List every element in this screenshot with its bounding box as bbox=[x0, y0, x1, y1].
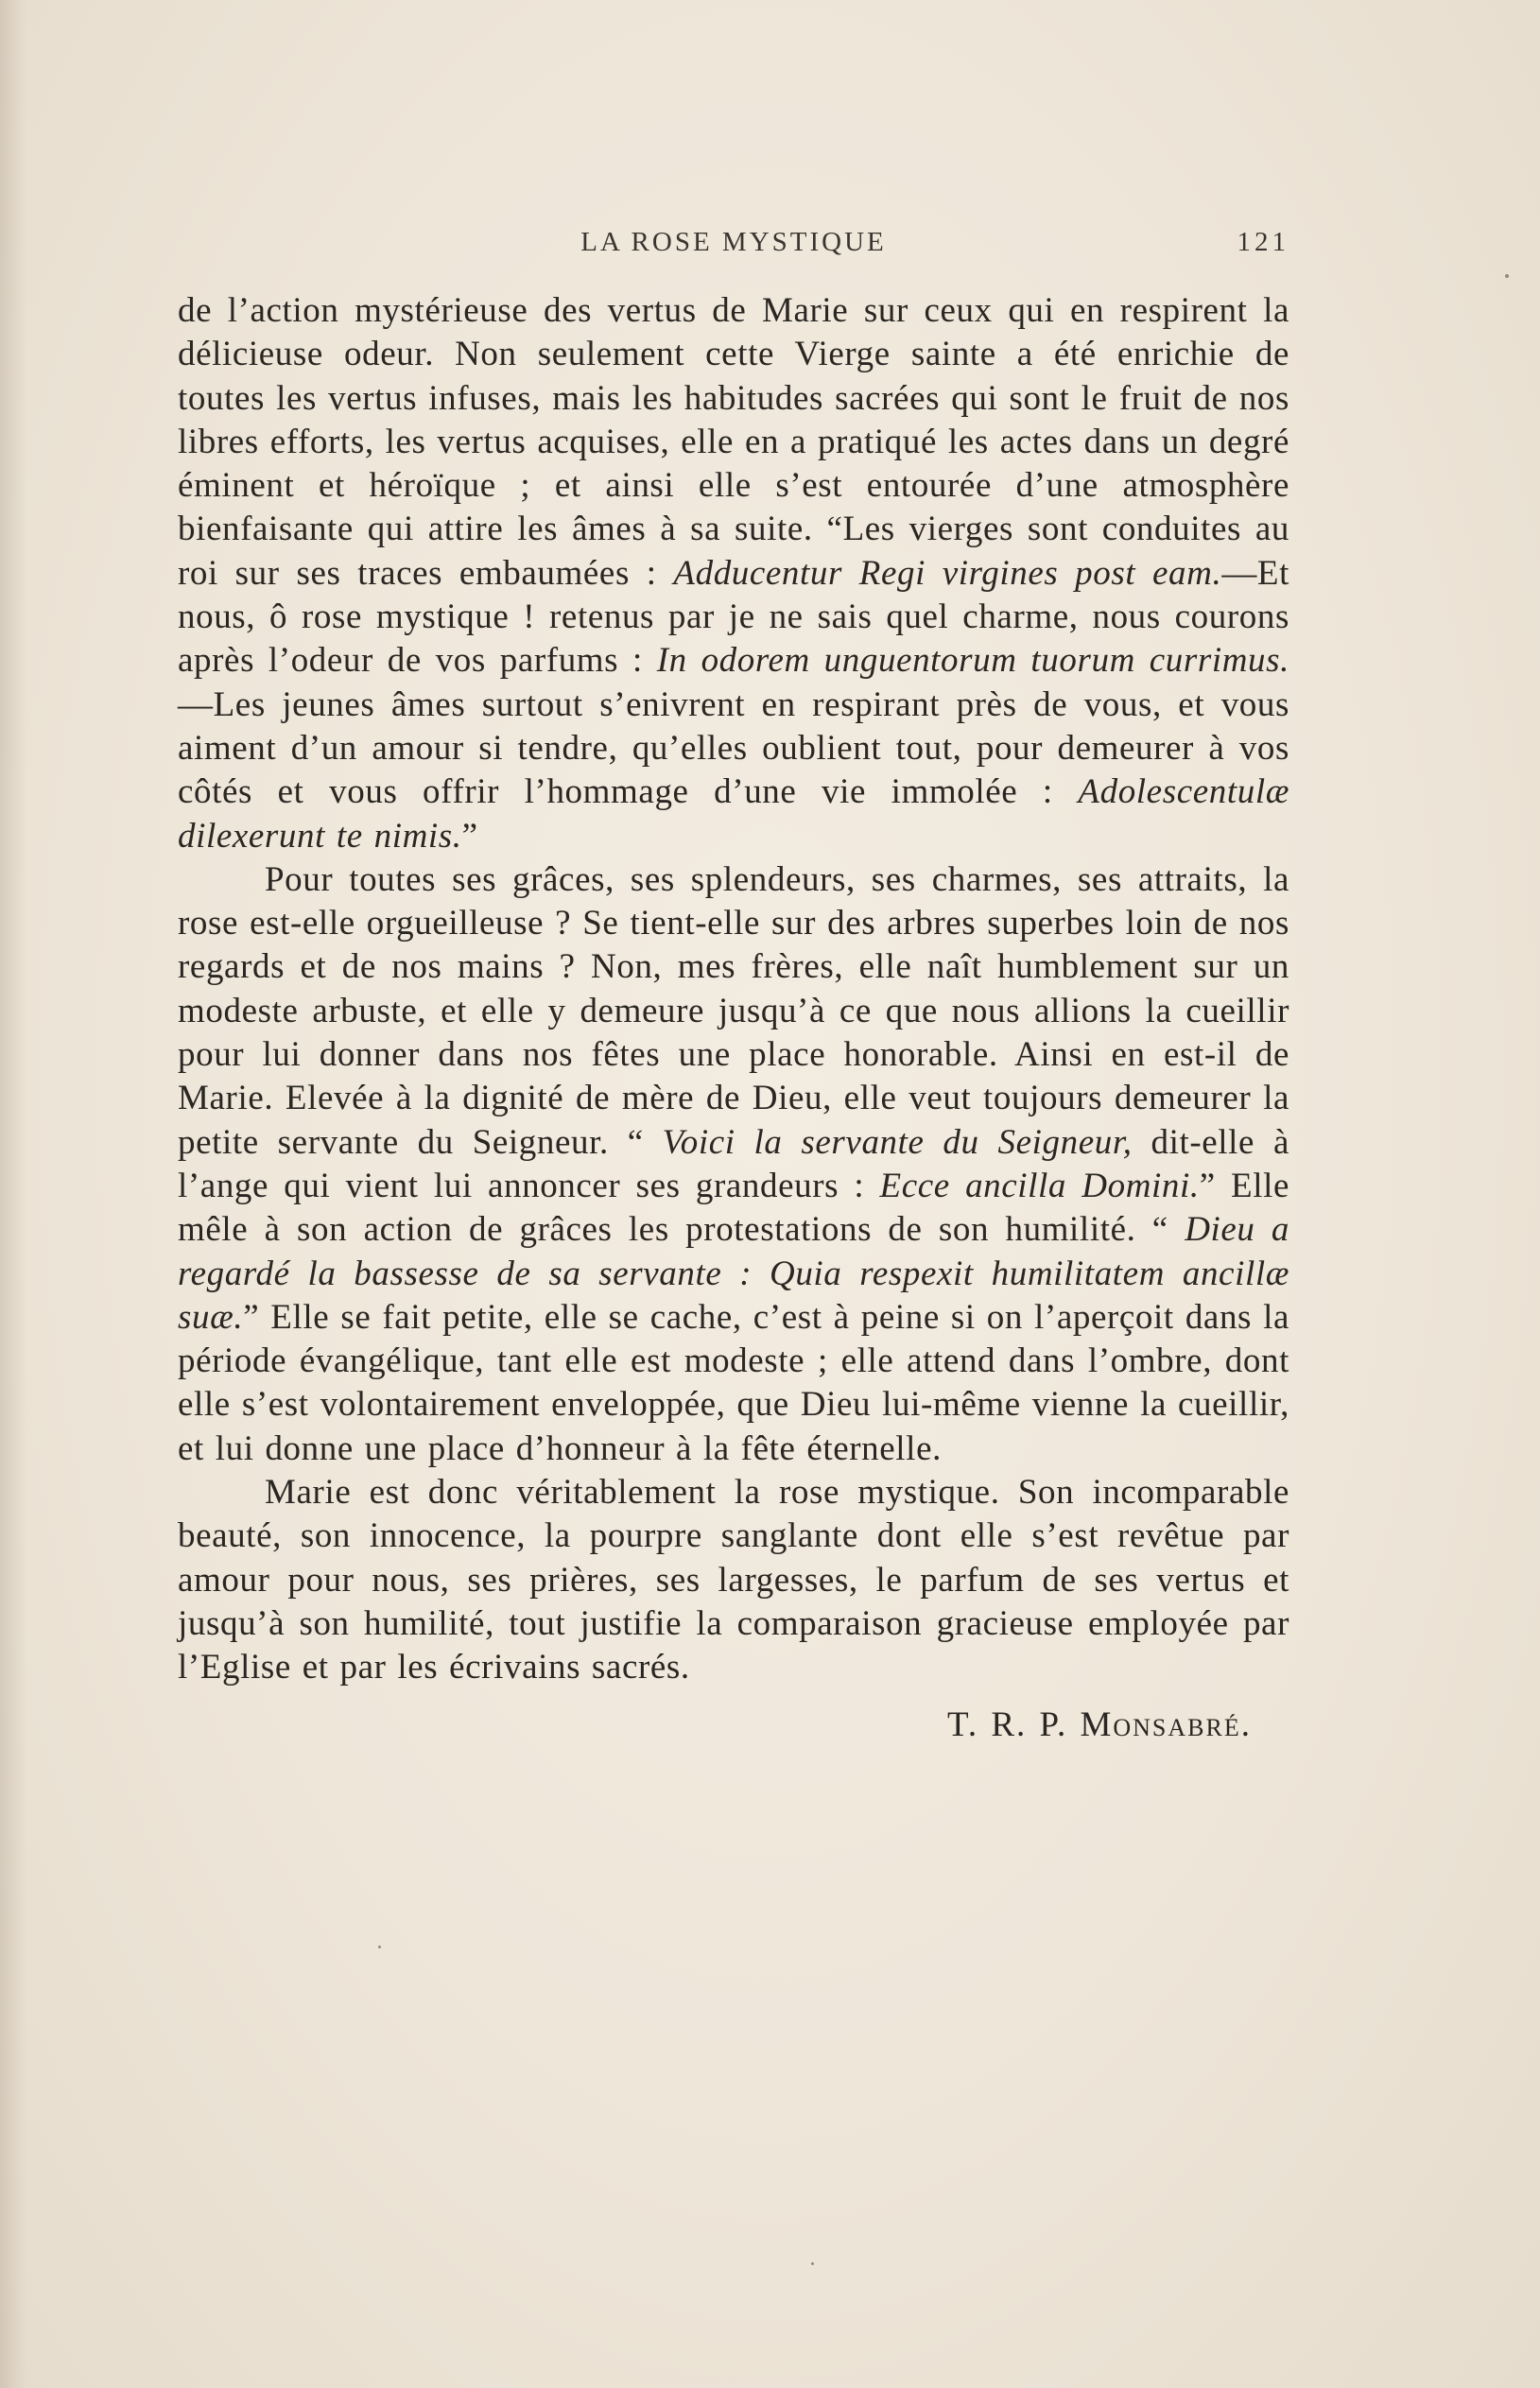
body-text bbox=[178, 289, 1289, 1747]
page-gutter-shadow bbox=[0, 0, 26, 2388]
text-segment: ” Elle se fait petite, elle se cache, c’est à peine si on l’aperçoit dans la période évangélique, tant elle est modeste ; elle attend dans l’ombre, dont elle s’est volontairement enveloppée, que Dieu lui-même vienne la cueillir, et lui donne une place d’honneur à la fête éternelle. bbox=[178, 1297, 1289, 1468]
text-segment: Marie est donc véritablement la rose mystique. Son incomparable beauté, son innocence, la pourpre sanglante dont elle s’est revêtue par amour pour nous, ses prières, ses largesses, le parfum de ses vertus et jusqu’à son humilité, tout justifie la comparaison gracieuse employée par l’Eglise et par les écrivains sacrés. bbox=[178, 1473, 1289, 1687]
text-segment: ” bbox=[461, 816, 478, 856]
page-header bbox=[178, 227, 1289, 265]
signature-name: Monsabré. bbox=[1080, 1704, 1252, 1744]
italic-quote: Dieu a regardé la bassesse de sa servante : Quia respexit humilitatem ancillæ suæ. bbox=[178, 1210, 1289, 1337]
paper-speck bbox=[1505, 274, 1509, 278]
paragraph-1 bbox=[178, 289, 1289, 858]
text-segment: ” Elle mêle à son action de grâces les protestations de son humilité. “ bbox=[178, 1166, 1289, 1250]
text-segment: —Les jeunes âmes surtout s’enivrent en respirant près de vous, et vous aiment d’un amour si tendre, qu’elles oublient tout, pour demeurer à vos côtés et vous offrir l’hommage d’une vie immolée : bbox=[178, 684, 1289, 812]
text-segment: de l’action mystérieuse des vertus de Marie sur ceux qui en respirent la délicieuse odeur. Non seulement cette Vierge sainte a été enrichie de toutes les vertus infuses, mais les habitudes sacrées qui sont le fruit de nos libres efforts, les vertus acquises, elle en a pratiqué les actes dans un degré éminent et héroïque ; et ainsi elle s’est entourée d’une atmosphère bienfaisante qui attire les âmes à sa suite. “Les vierges sont conduites au roi sur ses traces embaumées : bbox=[178, 291, 1289, 593]
page-number: 121 bbox=[1237, 227, 1289, 257]
running-title: LA ROSE MYSTIQUE bbox=[580, 227, 887, 257]
latin-quote: Ecce ancilla Domini. bbox=[879, 1166, 1200, 1205]
paper-speck bbox=[811, 2262, 814, 2265]
latin-quote: Adolescentulæ dilexerunt te nimis. bbox=[178, 772, 1289, 856]
text-segment: dit-elle à l’ange qui vient lui annoncer ses grandeurs : bbox=[178, 1122, 1289, 1205]
latin-quote: In odorem unguentorum tuorum currimus. bbox=[656, 641, 1289, 681]
paper-speck bbox=[378, 1946, 381, 1948]
latin-quote: Adducentur Regi virgines post eam. bbox=[673, 553, 1222, 593]
paragraph-3 bbox=[178, 1471, 1289, 1689]
paragraph-2 bbox=[178, 858, 1289, 1471]
author-signature bbox=[178, 1704, 1289, 1747]
signature-initials: T. R. P. bbox=[946, 1704, 1081, 1744]
italic-quote: Voici la servante du Seigneur, bbox=[662, 1122, 1133, 1162]
text-segment: Pour toutes ses grâces, ses splendeurs, ses charmes, ses attraits, la rose est-elle orgueilleuse ? Se tient-elle sur des arbres superbes loin de nos regards et de nos mains ? Non, mes frères, elle naît humblement sur un modeste arbuste, et elle y demeure jusqu’à ce que nous allions la cueillir pour lui donner dans nos fêtes une place honorable. Ainsi en est-il de Marie. Elevée à la dignité de mère de Dieu, elle veut toujours demeurer la petite servante du Seigneur. “ bbox=[178, 859, 1289, 1162]
text-segment: —Et nous, ô rose mystique ! retenus par je ne sais quel charme, nous courons après l’odeur de vos parfums : bbox=[178, 553, 1289, 681]
